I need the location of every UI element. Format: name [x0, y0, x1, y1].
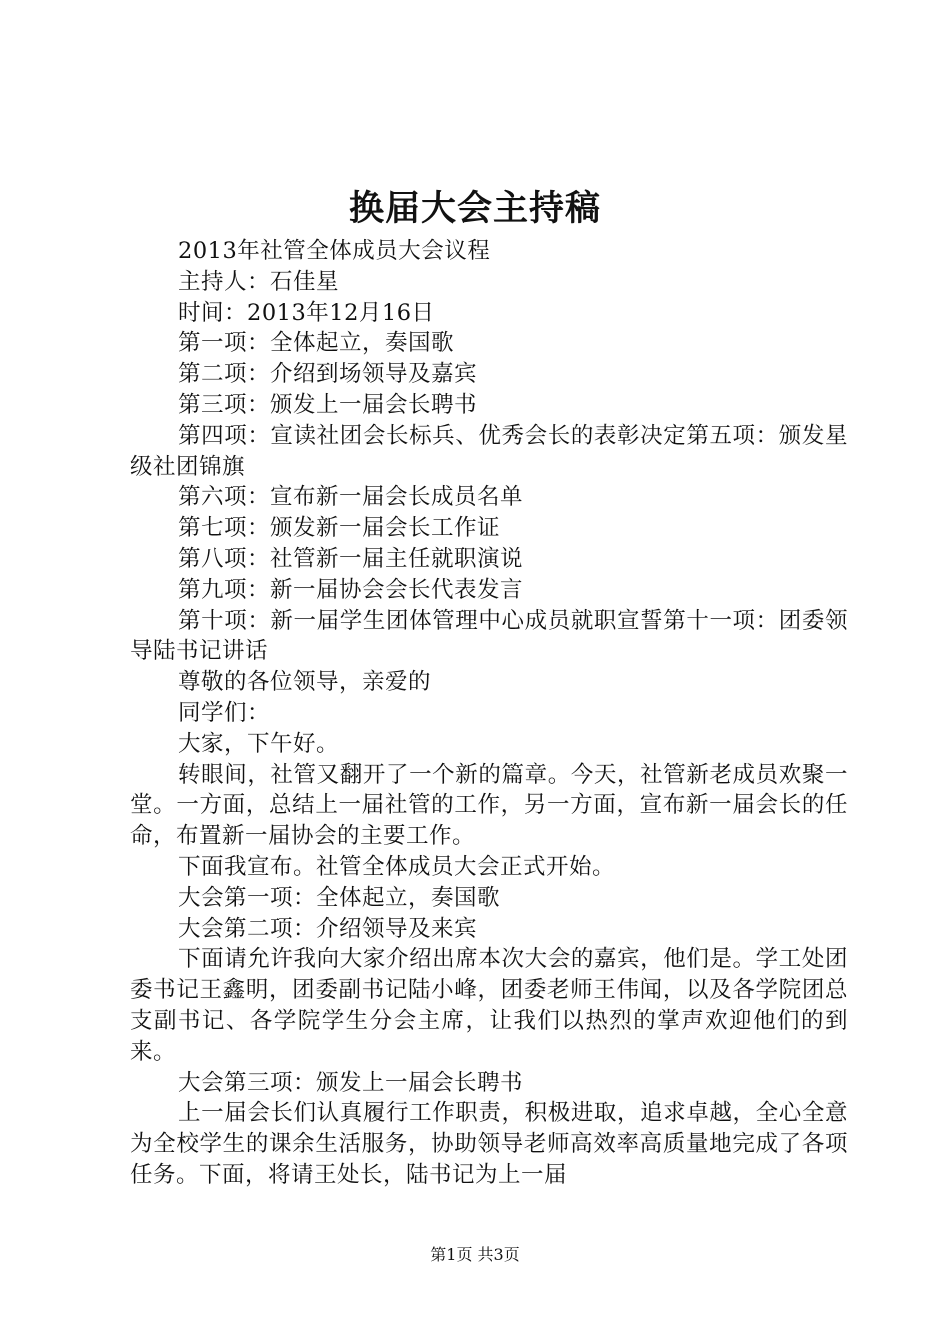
- paragraph: 第八项：社管新一届主任就职演说: [178, 545, 524, 572]
- paragraph: 第一项：全体起立，奏国歌: [178, 330, 455, 357]
- paragraph: 第四项：宣读社团会长标兵、优秀会长的表彰决定第五项：颁发星级社团锦旗: [130, 422, 848, 480]
- paragraph: 时间：2013年12月16日: [178, 299, 435, 326]
- paragraph: 第七项：颁发新一届会长工作证: [178, 515, 501, 542]
- paragraph: 同学们：: [178, 699, 271, 726]
- paragraph: 2013年社管全体成员大会议程: [178, 238, 491, 264]
- paragraph: 大会第一项：全体起立，奏国歌: [178, 884, 501, 911]
- paragraph: 大会第三项：颁发上一届会长聘书: [178, 1069, 524, 1096]
- paragraph: 第九项：新一届协会会长代表发言: [178, 576, 524, 603]
- paragraph: 上一届会长们认真履行工作职责，积极进取，追求卓越，全心全意为全校学生的课余生活服务，协助领导老师高效率高质量地完成了各项任务。下面，将请王处长，陆书记为上一届: [130, 1100, 848, 1188]
- paragraph: 第十项：新一届学生团体管理中心成员就职宣誓第十一项：团委领导陆书记讲话: [130, 607, 848, 665]
- document-title: 换届大会主持稿: [348, 188, 601, 229]
- document-body: [130, 236, 848, 1191]
- paragraph: 转眼间，社管又翻开了一个新的篇章。今天，社管新老成员欢聚一堂。一方面，总结上一届社管的工作，另一方面，宣布新一届会长的任命，布置新一届协会的主要工作。: [130, 761, 848, 850]
- paragraph: 主持人：石佳星: [178, 268, 340, 295]
- paragraph: 第二项：介绍到场领导及嘉宾: [178, 361, 478, 388]
- paragraph: 第六项：宣布新一届会长成员名单: [178, 484, 524, 511]
- paragraph: 下面我宣布。社管全体成员大会正式开始。: [178, 853, 616, 880]
- page-footer: 第1页 共3页: [430, 1245, 520, 1264]
- paragraph: 大家，下午好。: [178, 730, 340, 757]
- paragraph: 第三项：颁发上一届会长聘书: [178, 391, 478, 418]
- paragraph: 尊敬的各位领导，亲爱的: [178, 669, 432, 696]
- paragraph: 大会第二项：介绍领导及来宾: [178, 915, 478, 942]
- paragraph: 下面请允许我向大家介绍出席本次大会的嘉宾，他们是。学工处团委书记王鑫明，团委副书记陆小峰，团委老师王伟闻，以及各学院团总支副书记、各学院学生分会主席，让我们以热烈的掌声欢迎他们的到来。: [130, 946, 848, 1065]
